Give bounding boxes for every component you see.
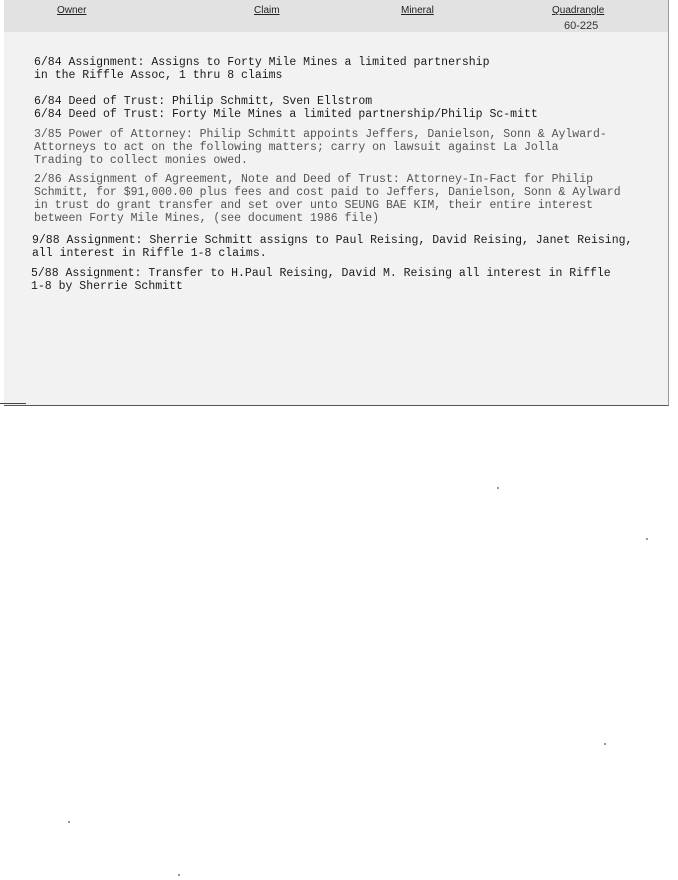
entry-6-84-deeds-of-trust: 6/84 Deed of Trust: Philip Schmitt, Sven Ellstrom 6/84 Deed of Trust: Forty Mile Mines a limited partnership/Philip Sc-mitt: [34, 95, 538, 121]
entry-2-86-assignment-of-agreement: 2/86 Assignment of Agreement, Note and Deed of Trust: Attorney-In-Fact for Philip Schmitt, for $91,000.00 plus fees and cost paid to Jeffers, Danielson, Sonn & Aylward in trust do grant transfer and set over unto SEUNG BAE KIM, their entire interest between Forty Mile Mines, (see document 1986 file): [34, 173, 621, 225]
mineral-column-label: Mineral: [401, 5, 434, 16]
quadrangle-value: 60-225: [564, 20, 599, 32]
owner-column-label: Owner: [57, 5, 87, 16]
scan-speck: [604, 743, 606, 745]
record-card: [4, 0, 669, 406]
quadrangle-column-label: Quadrangle: [552, 5, 605, 16]
scan-speck: [178, 874, 180, 876]
entry-6-84-assignment: 6/84 Assignment: Assigns to Forty Mile Mines a limited partnership in the Riffle Assoc, 1 thru 8 claims: [34, 56, 490, 82]
claim-column-label: Claim: [254, 5, 280, 16]
scan-speck: [497, 487, 499, 489]
entry-3-85-power-of-attorney: 3/85 Power of Attorney: Philip Schmitt appoints Jeffers, Danielson, Sonn & Aylward- Attorneys to act on the following matters; carry on lawsuit against La Jolla Trading to collect monies owed.: [34, 128, 607, 167]
scan-speck: [646, 538, 648, 540]
entry-9-88-assignment: 9/88 Assignment: Sherrie Schmitt assigns to Paul Reising, David Reising, Janet Reising, all interest in Riffle 1-8 claims.: [32, 234, 633, 260]
entry-5-88-assignment: 5/88 Assignment: Transfer to H.Paul Reising, David M. Reising all interest in Riffle 1-8 by Sherrie Schmitt: [31, 267, 611, 293]
card-bottom-edge: [0, 403, 26, 404]
scan-speck: [68, 821, 70, 823]
